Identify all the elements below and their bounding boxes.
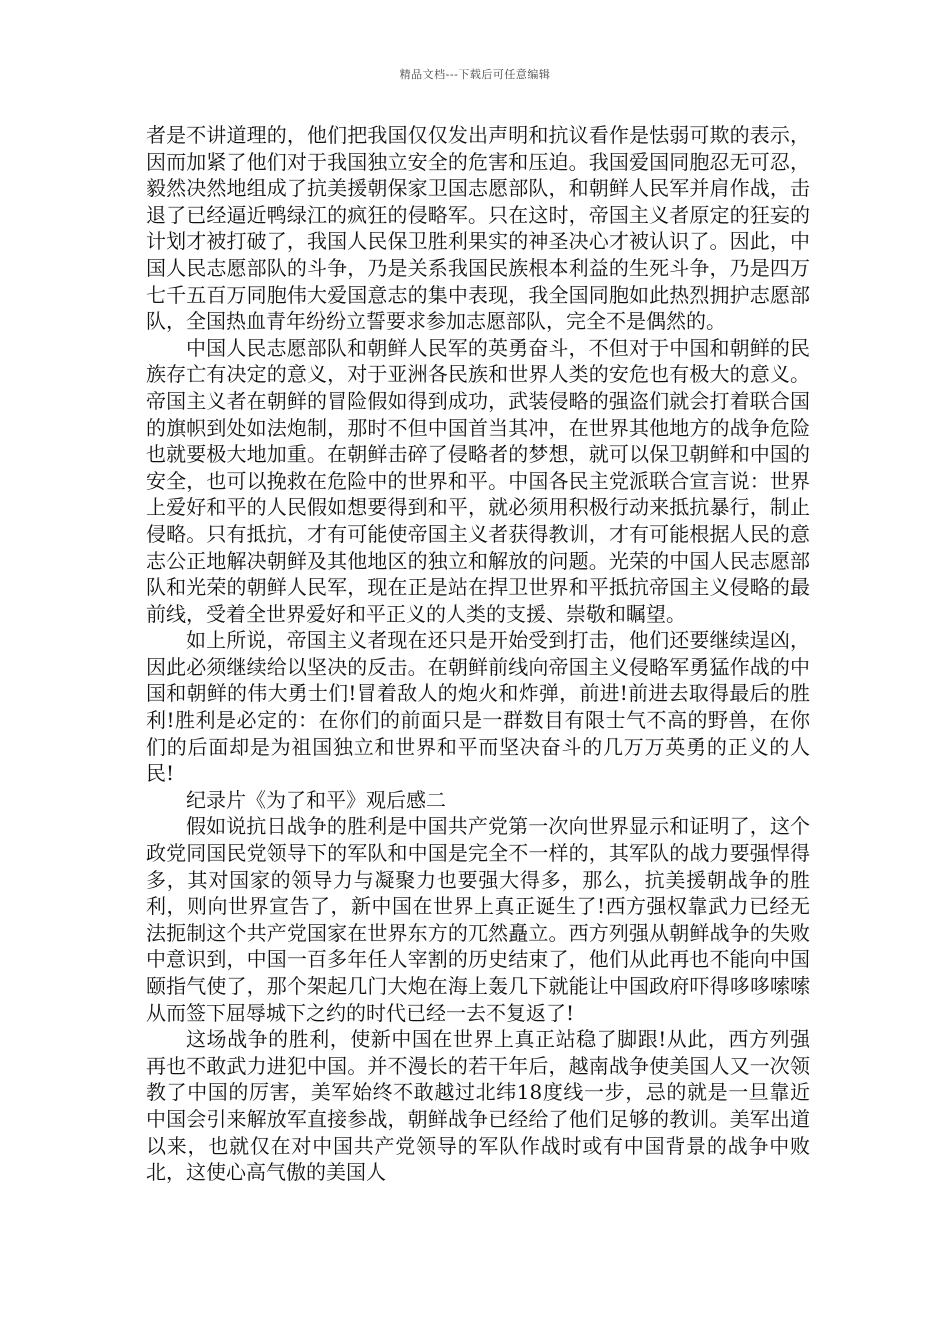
paragraph-5: 这场战争的胜利，使新中国在世界上真正站稳了脚跟!从此，西方列强再也不敢武力进犯中国。并不漫长的若干年后，越南战争使美国人又一次领教了中国的厉害，美军始终不敢越过北纬18度线一步，忌的就是一旦靠近中国会引来解放军直接参战，朝鲜战争已经给了他们足够的教训。美军出道以来，也就仅在对中国共产党领导的军队作战时或有中国背景的战争中败北，这使心高气傲的美国人	[146, 1027, 810, 1185]
section-heading: 纪录片《为了和平》观后感二	[186, 787, 446, 812]
paragraph-3: 如上所说，帝国主义者现在还只是开始受到打击，他们还要继续逞凶，因此必须继续给以坚决的反击。在朝鲜前线向帝国主义侵略军勇猛作战的中国和朝鲜的伟大勇士们!冒着敌人的炮火和炸弹，前进!前进去取得最后的胜利!胜利是必定的：在你们的前面只是一群数目有限士气不高的野兽，在你们的后面却是为祖国独立和世界和平而坚决奋斗的几万万英勇的正义的人民!	[146, 628, 810, 786]
paragraph-2: 中国人民志愿部队和朝鲜人民军的英勇奋斗，不但对于中国和朝鲜的民族存亡有决定的意义，对于亚洲各民族和世界人类的安危也有极大的意义。帝国主义者在朝鲜的冒险假如得到成功，武装侵略的强盗们就会打着联合国的旗帜到处如法炮制，那时不但中国首当其冲，在世界其他地方的战争危险也就要极大地加重。在朝鲜击碎了侵略者的梦想，就可以保卫朝鲜和中国的安全，也可以挽救在危险中的世界和平。中国各民主党派联合宣言说：世界上爱好和平的人民假如想要得到和平，就必须用积极行动来抵抗暴行，制止侵略。只有抵抗，才有可能使帝国主义者获得教训，才有可能根据人民的意志公正地解决朝鲜及其他地区的独立和解放的问题。光荣的中国人民志愿部队和光荣的朝鲜人民军，现在正是站在捍卫世界和平抵抗帝国主义侵略的最前线，受着全世界爱好和平正义的人类的支援、崇敬和瞩望。	[146, 335, 810, 626]
document-body	[146, 122, 810, 1186]
page-header: 精品文档---下载后可任意编辑	[399, 68, 551, 81]
paragraph-4: 假如说抗日战争的胜利是中国共产党第一次向世界显示和证明了，这个政党同国民党领导下的军队和中国是完全不一样的，其军队的战力要强悍得多，其对国家的领导力与凝聚力也要强大得多，那么，抗美援朝战争的胜利，则向世界宣告了，新中国在世界上真正诞生了!西方强权靠武力已经无法扼制这个共产党国家在世界东方的兀然矗立。西方列强从朝鲜战争的失败中意识到，中国一百多年任人宰割的历史结束了，他们从此再也不能向中国颐指气使了，那个架起几门大炮在海上轰几下就能让中国政府吓得哆哆嗦嗦从而签下屈辱城下之约的时代已经一去不复返了!	[146, 814, 810, 1025]
paragraph-1: 者是不讲道理的，他们把我国仅仅发出声明和抗议看作是怯弱可欺的表示，因而加紧了他们对于我国独立安全的危害和压迫。我国爱国同胞忍无可忍，毅然决然地组成了抗美援朝保家卫国志愿部队，和朝鲜人民军并肩作战，击退了已经逼近鸭绿江的疯狂的侵略军。只在这时，帝国主义者原定的狂妄的计划才被打破了，我国人民保卫胜利果实的神圣决心才被认识了。因此，中国人民志愿部队的斗争，乃是关系我国民族根本利益的生死斗争，乃是四万七千五百万同胞伟大爱国意志的集中表现，我全国同胞如此热烈拥护志愿部队，全国热血青年纷纷立誓要求参加志愿部队，完全不是偶然的。	[146, 123, 810, 334]
